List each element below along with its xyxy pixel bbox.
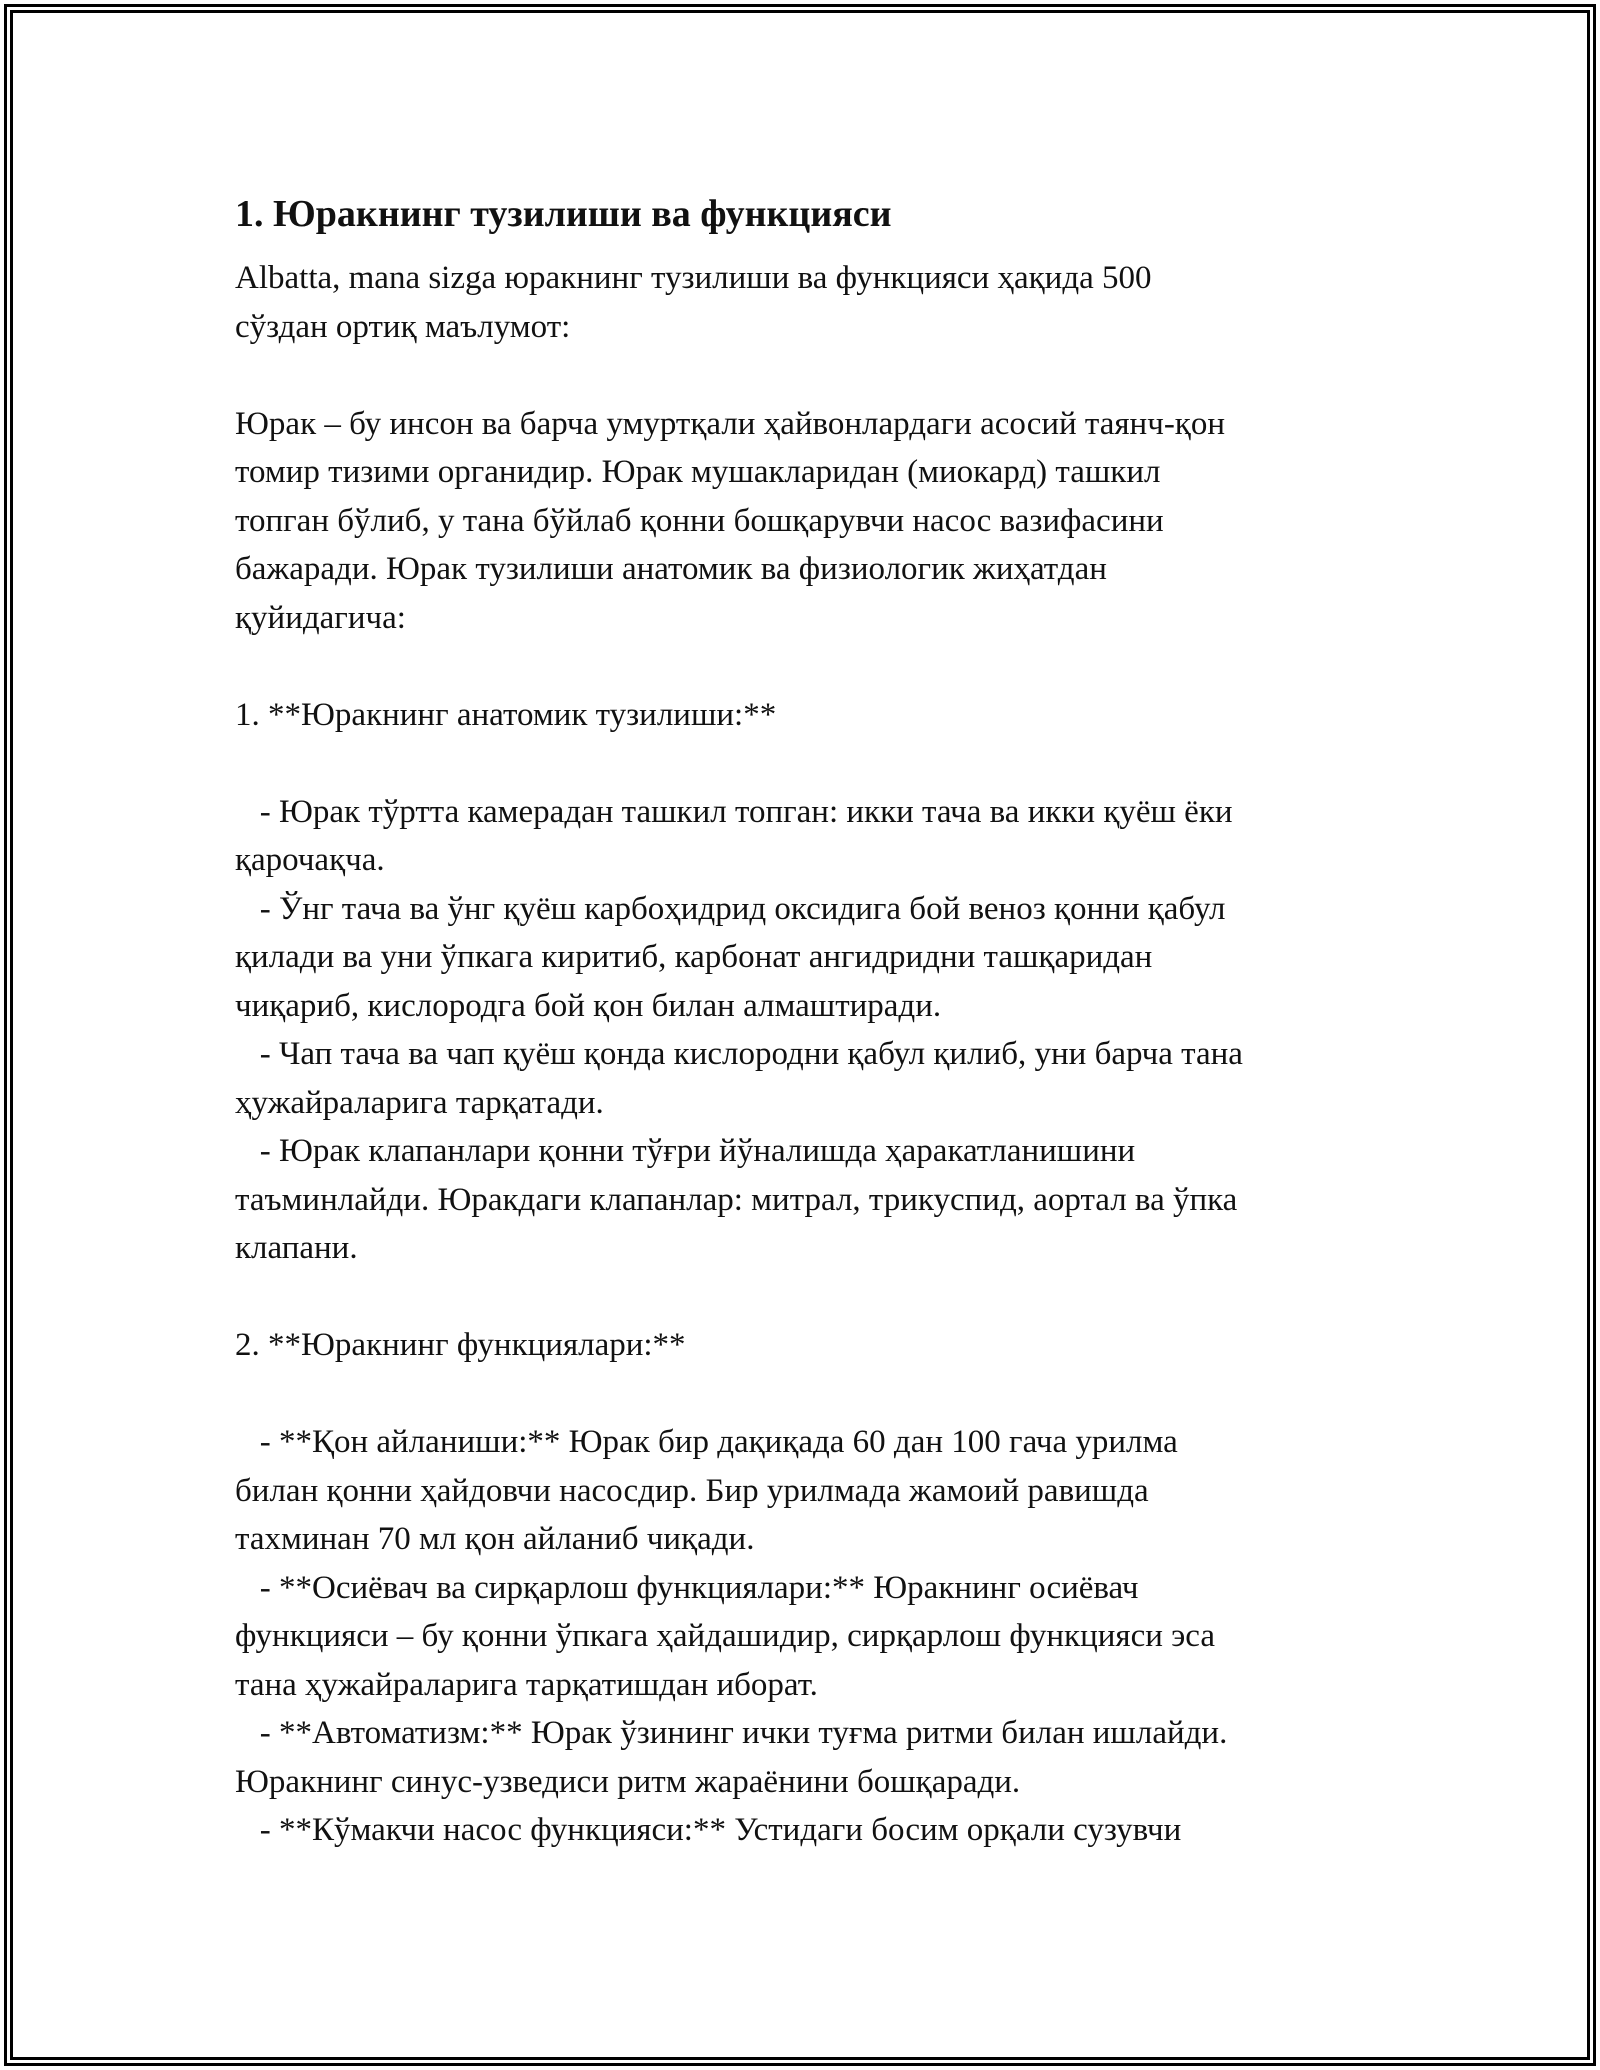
text-line: таъминлайди. Юракдаги клапанлар: митрал, трикуспид, аортал ва ўпка bbox=[235, 1181, 1238, 1218]
text-line: функцияси – бу қонни ўпкага ҳайдашидир, сирқарлош функцияси эса bbox=[235, 1618, 1215, 1654]
section-heading: 2. **Юракнинг функциялари:** bbox=[235, 1327, 686, 1363]
text-line: қилади ва уни ўпкага киритиб, карбонат ангидридни ташқаридан bbox=[235, 939, 1153, 975]
text-line: тана ҳужайраларига тарқатишдан иборат. bbox=[235, 1666, 818, 1703]
blank-line bbox=[235, 1273, 1385, 1322]
text-line: ҳужайраларига тарқатади. bbox=[235, 1084, 604, 1121]
list-item-line: - **Осиёвач ва сирқарлош функциялари:** Юракнинг осиёвач bbox=[235, 1569, 1139, 1606]
list-item-line: - **Қон айланиши:** Юрак бир дақиқада 60 дан 100 гача урилма bbox=[235, 1424, 1178, 1460]
text-line: топган бўлиб, у тана бўйлаб қонни бошқарувчи насос вазифасини bbox=[235, 502, 1164, 539]
section-heading: 1. **Юракнинг анатомик тузилиши:** bbox=[235, 696, 777, 733]
blank-line bbox=[235, 1370, 1385, 1419]
list-item-line: - **Автоматизм:** Юрак ўзининг ички туғма ритми билан ишлайди. bbox=[235, 1715, 1228, 1751]
text-line: томир тизими органидир. Юрак мушакларидан (миокард) ташкил bbox=[235, 454, 1161, 490]
text-line: клапани. bbox=[235, 1230, 358, 1266]
document-body bbox=[235, 186, 1385, 1855]
text-line: бажаради. Юрак тузилиши анатомик ва физиологик жиҳатдан bbox=[235, 551, 1107, 587]
text-line: Albatta, mana sizga юракнинг тузилиши ва функцияси ҳақида 500 bbox=[235, 260, 1152, 296]
list-item-line: - Юрак клапанлари қонни тўғри йўналишда ҳаракатланишини bbox=[235, 1133, 1136, 1169]
list-item-line: - **Кўмакчи насос функцияси:** Устидаги босим орқали сузувчи bbox=[235, 1812, 1182, 1848]
text-line: билан қонни ҳайдовчи насосдир. Бир урилмада жамоий равишда bbox=[235, 1472, 1149, 1509]
blank-line bbox=[235, 642, 1385, 691]
text-line: сўздан ортиқ маълумот: bbox=[235, 308, 571, 345]
blank-line bbox=[235, 351, 1385, 400]
list-item-line: - Чап тача ва чап қуёш қонда кислородни қабул қилиб, уни барча тана bbox=[235, 1036, 1243, 1072]
blank-line bbox=[235, 739, 1385, 788]
text-line: Юрак – бу инсон ва барча умуртқали ҳайвонлардаги асосий таянч-қон bbox=[235, 405, 1225, 442]
document-title: 1. Юракнинг тузилиши ва функцияси bbox=[235, 193, 892, 235]
text-line: қарочақча. bbox=[235, 842, 385, 878]
text-line: қуйидагича: bbox=[235, 599, 406, 636]
text-line: тахминан 70 мл қон айланиб чиқади. bbox=[235, 1521, 755, 1557]
list-item-line: - Ўнг тача ва ўнг қуёш карбоҳидрид оксидига бой веноз қонни қабул bbox=[235, 890, 1226, 927]
text-line: Юракнинг синус-узведиси ритм жараёнини бошқаради. bbox=[235, 1763, 1021, 1800]
list-item-line: - Юрак тўртта камерадан ташкил топган: икки тача ва икки қуёш ёки bbox=[235, 793, 1233, 830]
text-line: чиқариб, кислородга бой қон билан алмаштиради. bbox=[235, 987, 942, 1024]
